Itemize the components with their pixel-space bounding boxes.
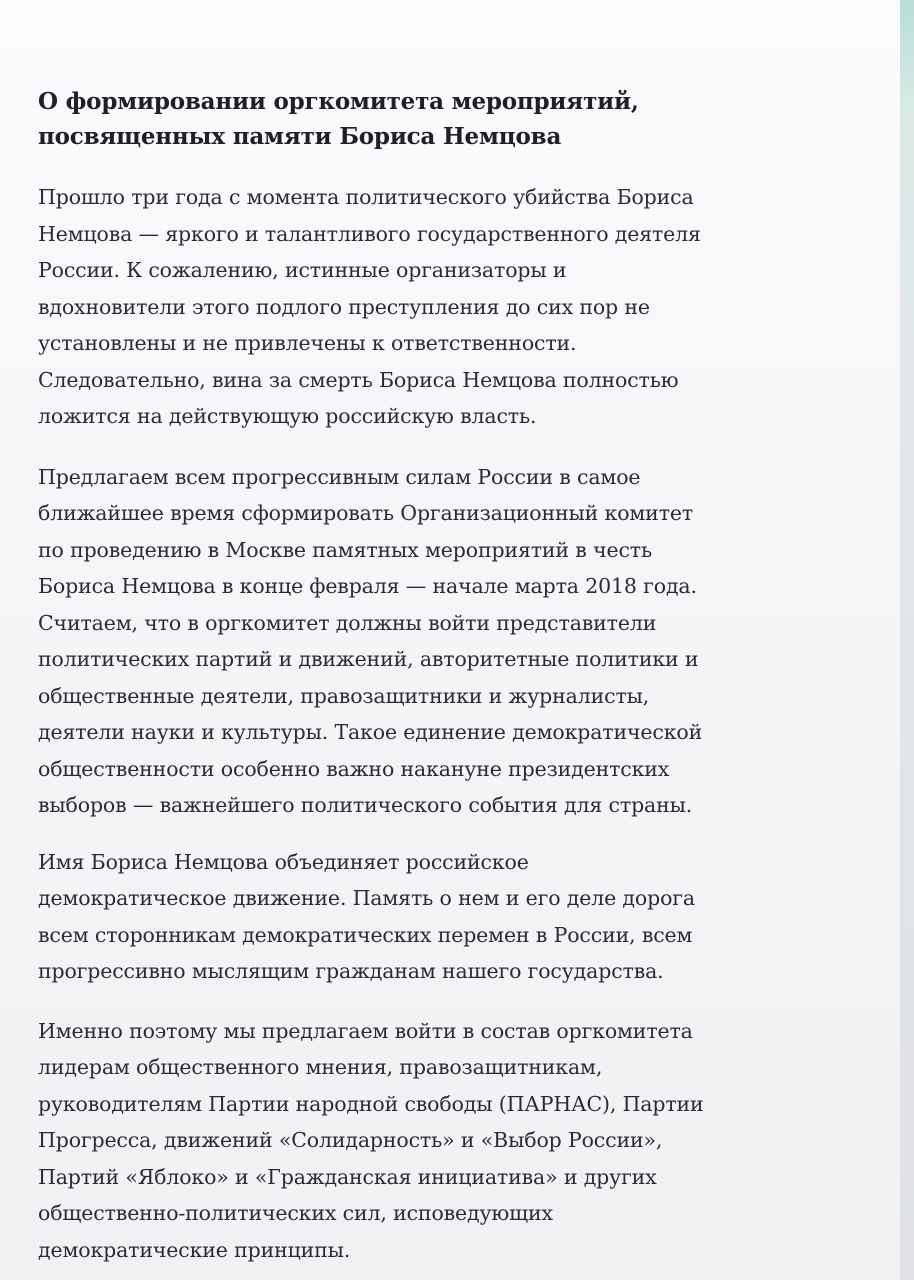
paragraph-2: Предлагаем всем прогрессивным силам России в самое ближайшее время сформировать Организационный комитет по проведению в Москве памятных мероприятий в честь Бориса Немцова в конце февраля — начале марта 2018 года. Считаем, что в оргкомитет должны войти представители политических партий и движений, авторитетные политики и общественные деятели, правозащитники и журналисты, деятели науки и культуры. Такое единение демократической общественности особенно важно накануне президентских выборов — важнейшего политического события для страны. (38, 464, 703, 817)
paragraph-4: Именно поэтому мы предлагаем войти в состав оргкомитета лидерам общественного мнения, правозащитникам, руководителям Партии народной свободы (ПАРНАС), Партии Прогресса, движений «Солидарность» и «Выбор России», Партий «Яблоко» и «Гражданская инициатива» и других общественно-политических сил, исповедующих демократические принципы. (38, 1018, 704, 1262)
paragraph-1: Прошло три года с момента политического убийства Бориса Немцова — яркого и талантливого государственного деятеля России. К сожалению, истинные организаторы и вдохновители этого подлого преступления до сих пор не установлены и не привлечены к ответственности. Следовательно, вина за смерть Бориса Немцова полностью ложится на действующую российскую власть. (38, 185, 701, 428)
paragraph-3: Имя Бориса Немцова объединяет российское демократическое движение. Память о нем и его деле дорога всем сторонникам демократических перемен в России, всем прогрессивно мыслящим гражданам нашего государства. (38, 849, 695, 983)
document-title: О формировании оргкомитета мероприятий, посвященных памяти Бориса Немцова (38, 88, 639, 150)
page-edge (900, 0, 914, 1280)
document-body (38, 84, 868, 1268)
